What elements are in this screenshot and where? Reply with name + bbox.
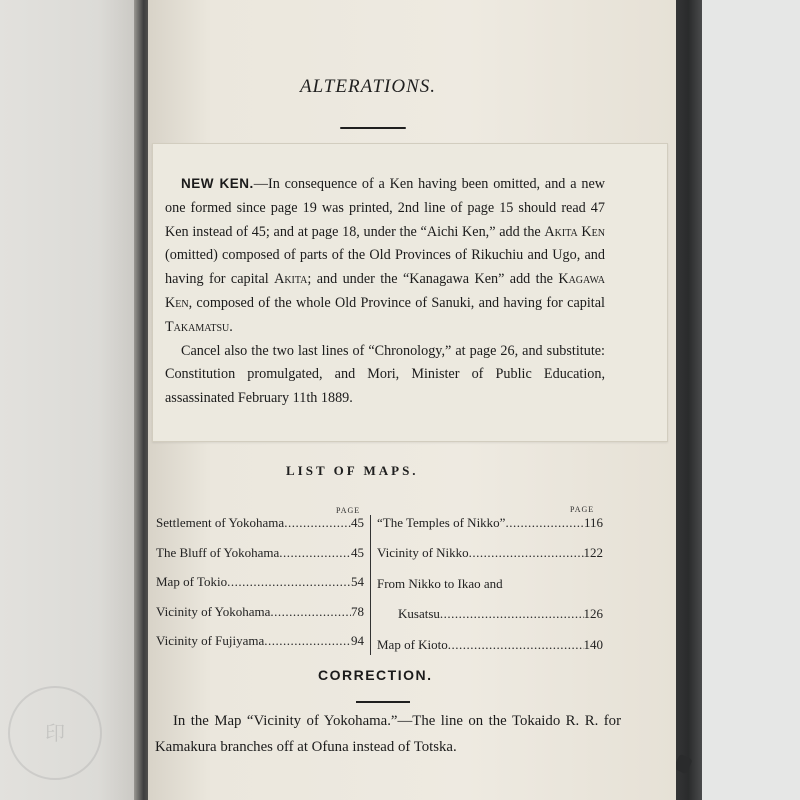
correction-rule xyxy=(356,701,410,703)
map-list-item: Vicinity of Yokohama ..... 78 xyxy=(156,604,364,620)
correction-heading: CORRECTION. xyxy=(318,667,433,683)
map-list-item: Map of Tokio ..... 54 xyxy=(156,574,364,590)
column-divider xyxy=(370,515,371,655)
errata-paragraph-1: NEW KEN.—In consequence of a Ken having been omitted, and a new one formed since page 19 was printed, 2nd line of page 15 should read 47 Ken instead of 45; and at page 18, under the “Aichi Ken,” add the Akita Ken (omitted) composed of parts of the Old Provinces of Rikuchiu and Ugo, and having for capital Akita; and under the “Kanagawa Ken” add the Kagawa Ken, composed of the whole Old Province of Sanuki, and having for capital Takamatsu. xyxy=(165,176,605,335)
correction-text xyxy=(155,708,621,760)
errata-paragraph-2: Cancel also the two last lines of “Chronology,” at page 26, and substitute: Constitution promulgated, and Mori, Minister of Public Education, assassinated February 11th 1889. xyxy=(165,342,605,407)
lead-heading: NEW KEN. xyxy=(181,176,254,191)
maps-heading: LIST OF MAPS. xyxy=(286,463,419,478)
page-column-label-left: PAGE xyxy=(336,506,361,515)
map-list-item: Vicinity of Fujiyama ..... 94 xyxy=(156,633,364,649)
errata-text xyxy=(165,172,605,411)
facing-page xyxy=(0,0,140,800)
map-list-item: “The Temples of Nikko” ..... 116 xyxy=(377,515,603,531)
map-list-item: Kusatsu ..... 126 xyxy=(398,606,603,622)
watermark-stamp: 印 xyxy=(8,686,102,780)
page-column-label-right: PAGE xyxy=(570,505,595,514)
map-list-item: Vicinity of Nikko ..... 122 xyxy=(377,545,603,561)
map-list-item: The Bluff of Yokohama ..... 45 xyxy=(156,545,364,561)
map-list-item: From Nikko to Ikao and xyxy=(377,576,503,591)
map-list-item: Settlement of Yokohama ..... 45 xyxy=(156,515,364,531)
title-rule xyxy=(340,127,406,129)
correction-paragraph: In the Map “Vicinity of Yokohama.”—The line on the Tokaido R. R. for Kamakura branches off at Ofuna instead of Totska. xyxy=(155,713,621,755)
map-list-item: Map of Kioto ..... 140 xyxy=(377,637,603,653)
page-title: ALTERATIONS. xyxy=(300,76,437,97)
